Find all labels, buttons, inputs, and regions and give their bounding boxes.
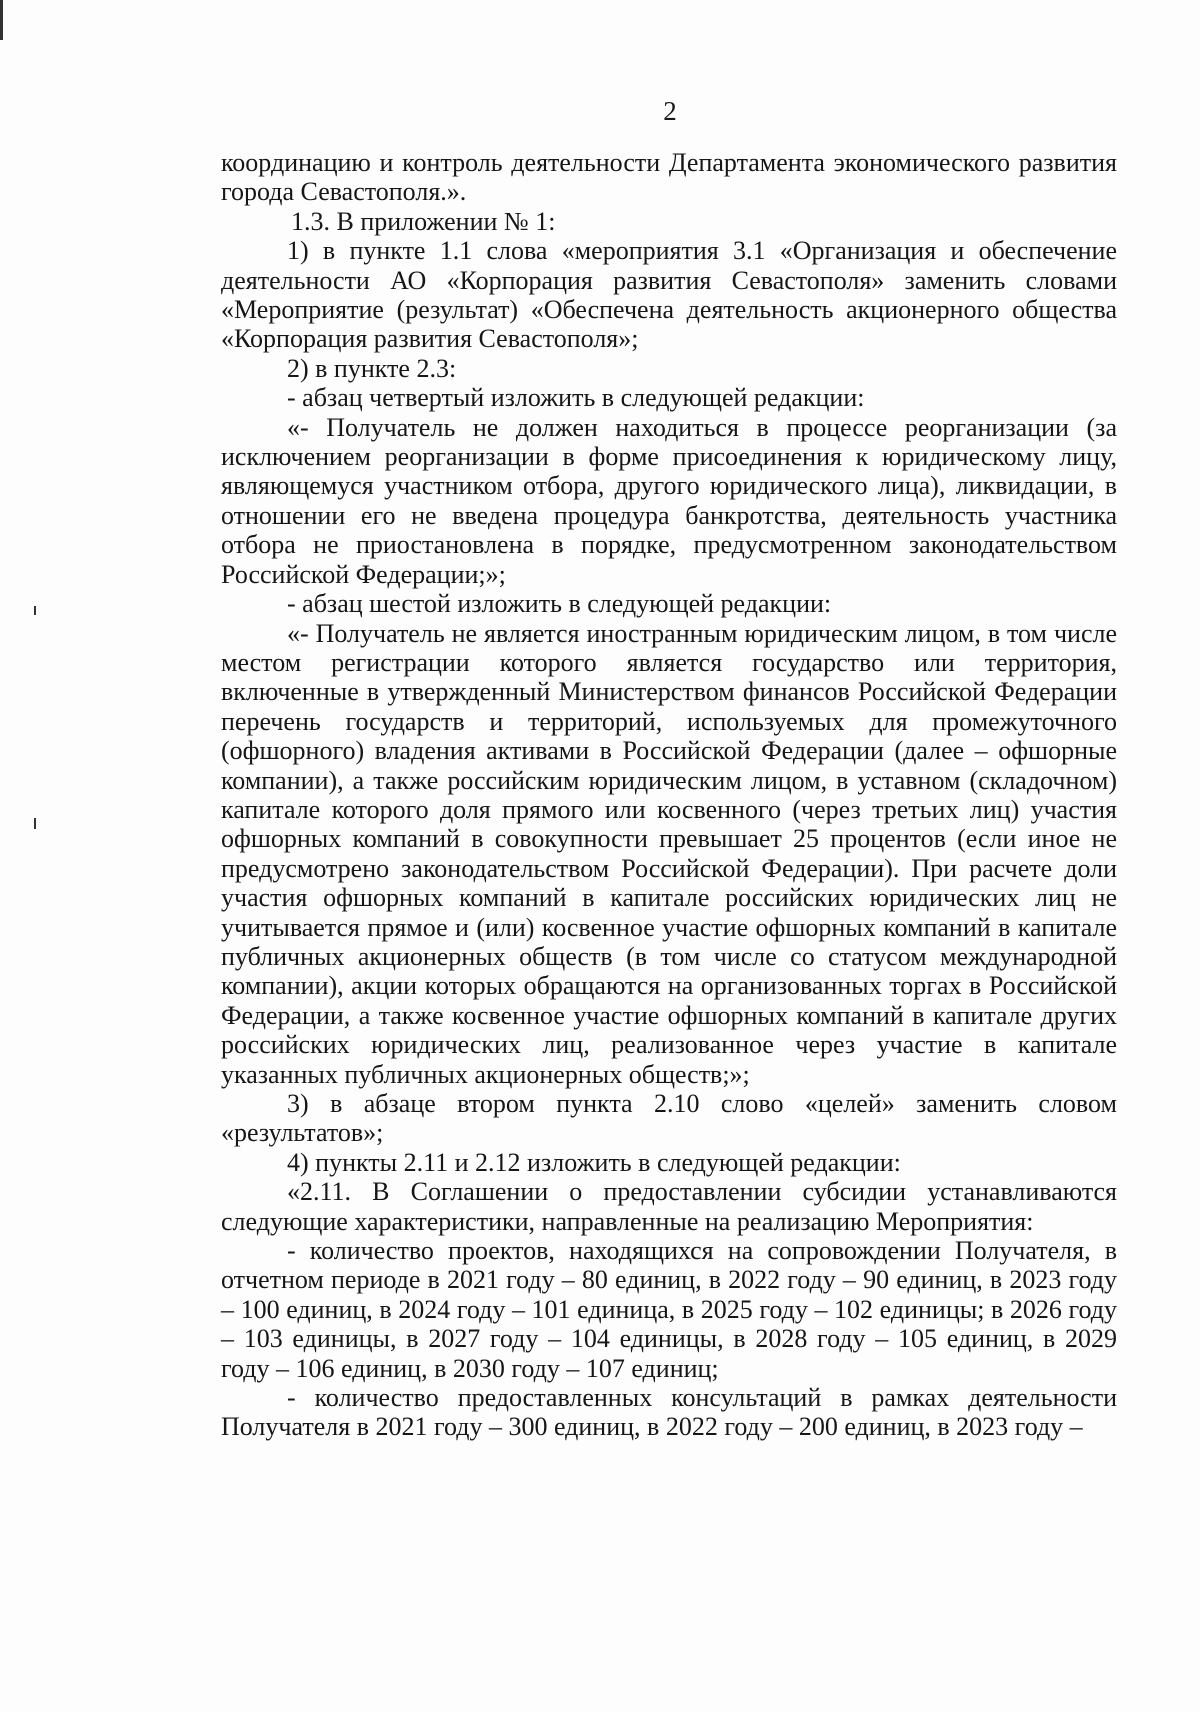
paragraph-section-1-3: 1.3. В приложении № 1: xyxy=(291,206,556,236)
paragraph-item-2-abzac-4: - абзац четвертый изложить в следующей редакции: xyxy=(287,383,865,413)
paragraph-quote-offshore: «- Получатель не является иностранным юридическим лицом, в том числе местом регистрации которого является государство или территория, включенные в утвержденный Министерством финансов Российской Федерации перечень государств и территорий, используемых для промежуточного (офшорного) владения активами в Российской Федерации (далее – офшорные компании), а также российским юридическим лицом, в уставном (складочном) капитале которого доля прямого или косвенного (через третьих лиц) участия офшорных компаний в совокупности превышает 25 процентов (если иное не предусмотрено законодательством Российской Федерации). При расчете доли участия офшорных компаний в капитале российских юридических лиц не учитывается прямое и (или) косвенное участие офшорных компаний в капитале публичных акционерных обществ (в том числе со статусом международной компании), акции которых обращаются на организованных торгах в Российской Федерации, а также косвенное участие офшорных компаний в капитале других российских юридических лиц, реализованное через участие в капитале указанных публичных акционерных обществ;»; xyxy=(221,618,1117,1089)
paragraph-quote-reorganization: «- Получатель не должен находиться в процессе реорганизации (за исключением реорганизации в форме присоединения к юридическому лицу, являющемуся участником отбора, другого юридического лица), ликвидации, в отношении его не введена процедура банкротства, деятельность участника отбора не приостановлена в порядке, предусмотренном законодательством Российской Федерации;»; xyxy=(221,412,1117,589)
paragraph-item-4: 4) пункты 2.11 и 2.12 изложить в следующей редакции: xyxy=(287,1147,901,1177)
paragraph-projects-count: - количество проектов, находящихся на сопровождении Получателя, в отчетном периоде в 2021 году – 80 единиц, в 2022 году – 90 единиц, в 2023 году – 100 единиц, в 2024 году – 101 единица, в 2025 году – 102 единицы; в 2026 году – 103 единицы, в 2027 году – 104 единицы, в 2028 году – 105 единиц, в 2029 году – 106 единиц, в 2030 году – 107 единиц; xyxy=(221,1236,1117,1383)
document-body xyxy=(221,148,1117,1442)
paragraph-continuation: координацию и контроль деятельности Департамента экономического развития города Севастополя.». xyxy=(221,148,1117,207)
scan-edge-mark-left-2 xyxy=(34,818,36,829)
paragraph-item-1: 1) в пункте 1.1 слова «мероприятия 3.1 «Организация и обеспечение деятельности АО «Корпорация развития Севастополя» заменить словами «Мероприятие (результат) «Обеспечена деятельность акционерного общества «Корпорация развития Севастополя»; xyxy=(221,236,1117,354)
scan-edge-mark-top xyxy=(0,0,3,40)
page-number: 2 xyxy=(663,96,677,126)
scan-edge-mark-left-1 xyxy=(34,606,36,615)
paragraph-item-3: 3) в абзаце втором пункта 2.10 слово «целей» заменить словом «результатов»; xyxy=(221,1089,1117,1148)
paragraph-consultations-count: - количество предоставленных консультаций в рамках деятельности Получателя в 2021 году – 300 единиц, в 2022 году – 200 единиц, в 2023 году – xyxy=(221,1383,1117,1442)
paragraph-item-2: 2) в пункте 2.3: xyxy=(287,353,457,383)
paragraph-item-2-abzac-6: - абзац шестой изложить в следующей редакции: xyxy=(287,589,832,619)
paragraph-quote-2-11: «2.11. В Соглашении о предоставлении субсидии устанавливаются следующие характеристики, направленные на реализацию Мероприятия: xyxy=(221,1177,1117,1236)
